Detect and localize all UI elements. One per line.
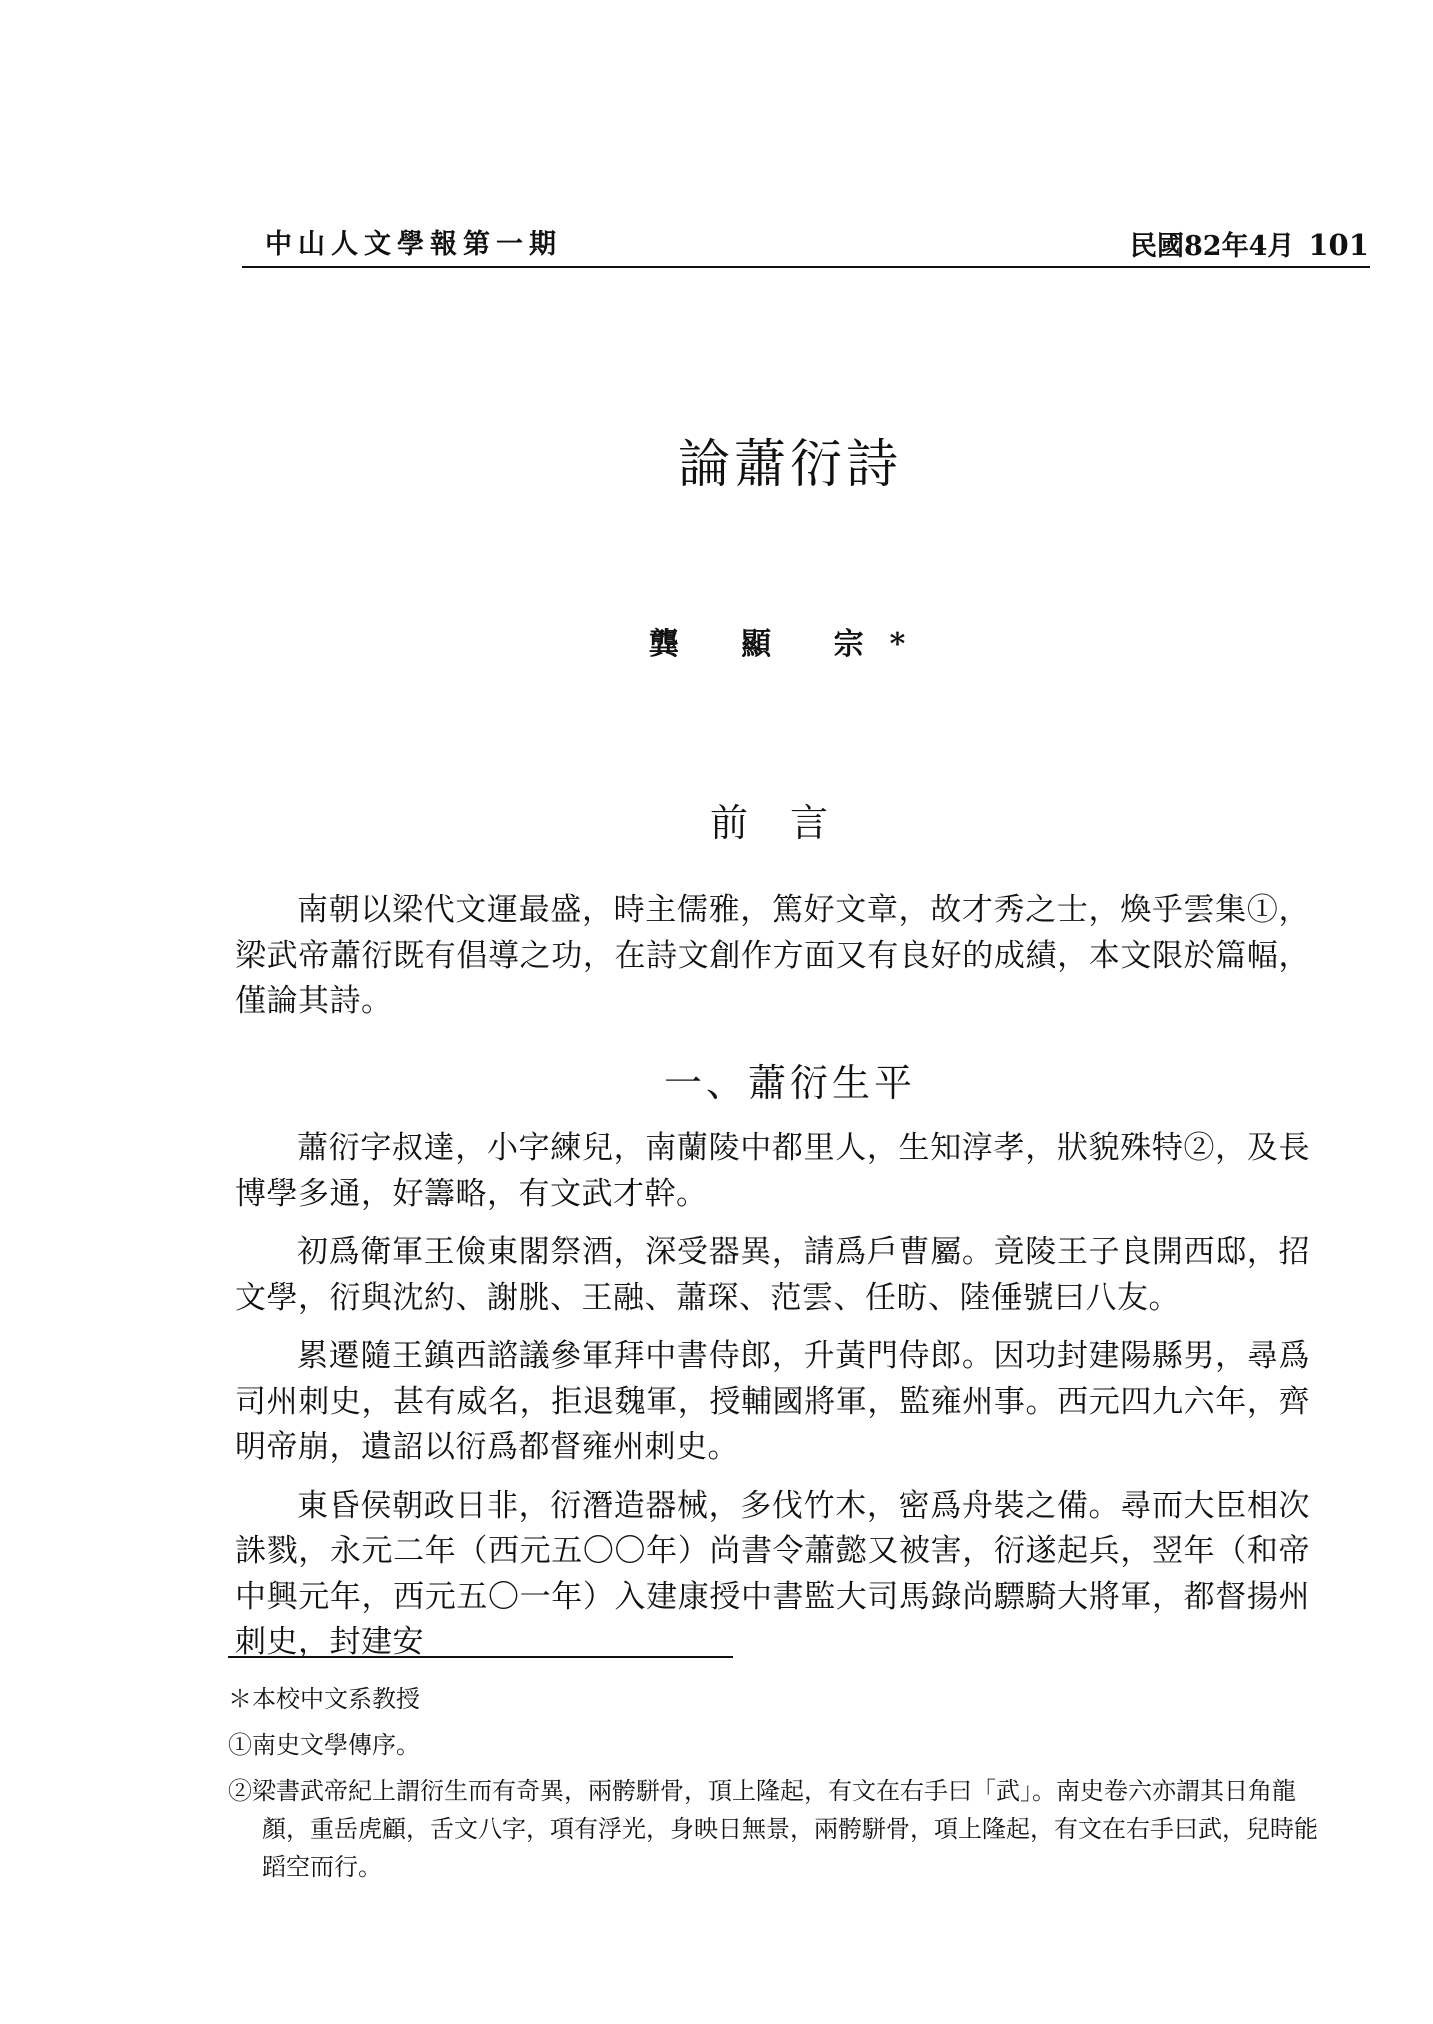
footnote-author-affiliation: ＊本校中文系教授: [228, 1685, 420, 1713]
footnotes: [228, 1680, 1328, 1894]
header-rule: [242, 266, 1370, 268]
paragraph: 累遷隨王鎮西諮議參軍拜中書侍郎，升黃門侍郎。因功封建陽縣男，尋爲司州刺史，甚有威名，拒退魏軍，授輔國將軍，監雍州事。西元四九六年，齊明帝崩，遺詔以衍爲都督雍州刺史。: [235, 1338, 1310, 1465]
journal-name: 中山人文學報第一期: [265, 229, 562, 260]
biography-body: [235, 1126, 1310, 1679]
footnote-2: ②梁書武帝紀上謂衍生而有奇異，兩骻駢骨，頂上隆起，有文在右手曰「武」。南史卷六亦謂其日角龍顏，重岳虎顧，舌文八字，項有浮光，身映日無景，兩骻駢骨，項上隆起，有文在右手曰武，兒時能蹈空而行。: [228, 1777, 1318, 1881]
footnote-rule: [228, 1656, 733, 1658]
running-header-right: [1130, 225, 1370, 265]
paper-title: 論蕭衍詩: [677, 435, 902, 495]
page-number: 101: [1308, 228, 1369, 262]
paragraph: 初爲衛軍王儉東閣祭酒，深受器異，請爲戶曹屬。竟陵王子良開西邸，招文學，衍與沈約、謝朓、王融、蕭琛、范雲、任昉、陸倕號曰八友。: [235, 1234, 1310, 1316]
paragraph: 蕭衍字叔達，小字練兒，南蘭陵中都里人，生知淳孝，狀貌殊特②，及長博學多通，好籌略，有文武才幹。: [235, 1130, 1310, 1212]
preface-body: [235, 888, 1310, 1038]
footnote-1: ①南史文學傳序。: [228, 1731, 420, 1759]
issue-date: 民國82年4月: [1130, 231, 1295, 262]
author-name: 龔 顯 宗*: [648, 627, 932, 662]
preface-heading: 前言: [709, 801, 870, 845]
section-heading-biography: 一、蕭衍生平: [663, 1061, 916, 1105]
paragraph: 東昏侯朝政日非，衍潛造器械，多伐竹木，密爲舟裝之備。尋而大臣相次誅戮，永元二年（西元五〇〇年）尚書令蕭懿又被害，衍遂起兵，翌年（和帝中興元年，西元五〇一年）入建康授中書監大司馬錄尚驃騎大將軍，都督揚州刺史，封建安: [235, 1487, 1310, 1660]
paragraph: 南朝以梁代文運最盛，時主儒雅，篤好文章，故才秀之士，煥乎雲集①，梁武帝蕭衍既有倡導之功，在詩文創作方面又有良好的成績，本文限於篇幅，僅論其詩。: [235, 892, 1310, 1019]
